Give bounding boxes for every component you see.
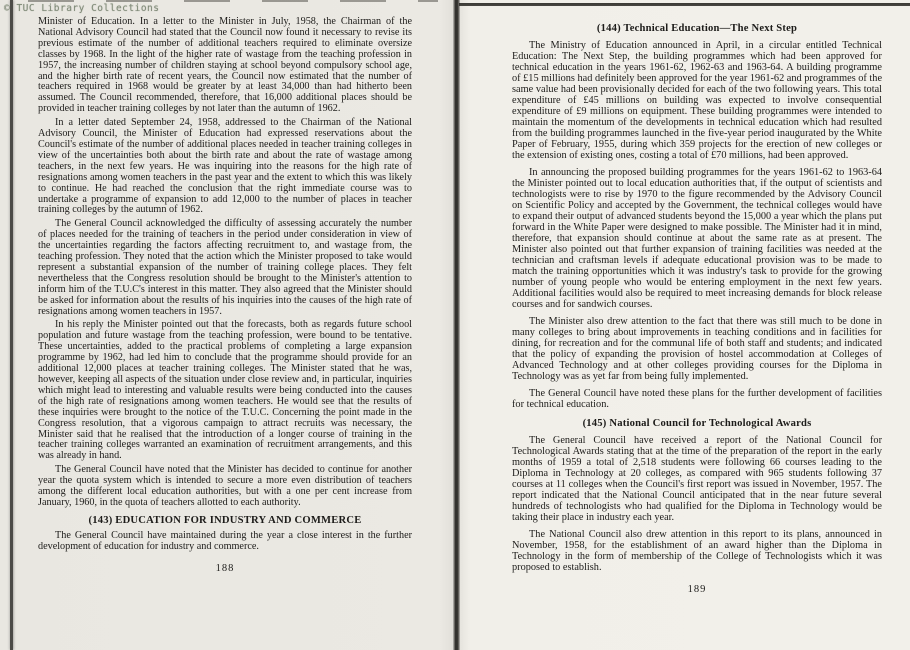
right-page-top-edge: [459, 3, 910, 6]
paragraph: The General Council have noted that the Minister has decided to continue for another year the quota system which is intended to secure a more even distribution of teachers among the different local education authorities, but with a one per cent increase from January, 1960, in the quota of teachers allotted to each authority.: [38, 464, 412, 508]
left-page-top-edge: [28, 0, 438, 2]
right-page: [512, 21, 882, 606]
paragraph: The General Council have noted these plans for the further development of facilities for technical education.: [512, 388, 882, 410]
left-page: [38, 17, 412, 585]
paragraph: In announcing the proposed building programmes for the years 1961-62 to 1963-64 the Minister pointed out to local education authorities that, if the output of scientists and technologists were to rise by 1970 to the figure recommended by the Advisory Council on Scientific Policy and accepted by the Government, the technical colleges would have to expand their output of advanced students beyond the 15,000 a year which the plans put forward in the White Paper were designed to make possible. The Minister had it in mind, therefore, that expansion should continue at about the same rate as at present. The Minister also pointed out that further expansion of training facilities was needed at the technician and craftsman levels if adequate educational provision was to be made to match the training opportunities which it was industry's task to provide for the growing number of young people who would be entering employment in the next few years. Additional facilities would also be required to meet increasing demands for block release courses and for sandwich courses.: [512, 167, 882, 310]
page-gutter: [453, 0, 460, 650]
paragraph: In a letter dated September 24, 1958, addressed to the Chairman of the National Advisory Council, the Minister of Education had expressed reservations about the Council's estimate of the number of additional places needed in teacher training colleges in view of the uncertainties both about the birth rate and about the rate of wastage among teachers, in the next few years. He was inquiring into the reasons for the high rate of resignations among women teachers in the past year and the extent to which this was likely to continue. He had reached the conclusion that the right immediate course was to undertake a programme of expansion to add 12,000 to the number of places in teacher training colleges by the autumn of 1962.: [38, 117, 412, 216]
paragraph: The Minister also drew attention to the fact that there was still much to be done in many colleges to bring about improvements in teaching conditions and in facilities for dining, for recreation and for the communal life of both staff and students; and indicated that the policy of expanding the provision of hostel accommodation at Colleges of Advanced Technology and at other colleges providing courses for the Diploma in Technology was as yet far from being fully implemented.: [512, 316, 882, 382]
paragraph: The General Council acknowledged the difficulty of assessing accurately the number of places needed for the training of teachers in the period under consideration in view of the uncertainties regarding the factors affecting recruitment to, and wastage from, the teaching profession. They noted that the action which the Minister proposed to take would represent a substantial expansion of the number of training college places. They felt nevertheless that the Congress resolution should be brought to the Minister's attention to inform him of the T.U.C's interest in this matter. They also agreed that the Minister should be asked for information about the results of his inquiries into the causes of the high rate of resignations among women teachers in 1957.: [38, 218, 412, 317]
paragraph: The National Council also drew attention in this report to its plans, announced in November, 1958, for the establishment of an award higher than the Diploma in Technology in the form of membership of the College of Technologists which it was proposed to establish.: [512, 529, 882, 573]
section-heading-144: (144) Technical Education—The Next Step: [596, 23, 798, 34]
section-heading-143: (143) EDUCATION FOR INDUSTRY AND COMMERCE: [88, 514, 362, 526]
paragraph: The General Council have received a report of the National Council for Technological Awards stating that at the time of the preparation of the report in the early months of 1959 a total of 2,518 students were following 66 courses leading to the Diploma in Technology at 20 colleges, as compared with 965 students following 37 courses at 11 colleges when the Council's first report was issued in November, 1957. The report indicated that the National Council anticipated that in the near future several hundreds of technologists who had qualified for the Diploma in Technology would be taking their place in industry each year.: [512, 435, 882, 523]
page-number-right: 189: [687, 584, 707, 595]
paragraph: The General Council have maintained during the year a close interest in the further development of education for industry and commerce.: [38, 529, 412, 552]
paragraph: The Ministry of Education announced in April, in a circular entitled Technical Education: The Next Step, the building programmes which had been approved for technical education in the years 1961-62, 1962-63 and 1963-64. A building programme of £15 millions had definitely been approved for the year 1961-62 and programmes of the same value had been provisionally decided for each of the two following years. This total expenditure of £45 millions on building was expected to involve consequential expenditure of £9 millions on equipment. These building programmes were intended to maintain the momentum of the developments in technical education which had resulted from the building programmes launched in the five-year period inaugurated by the White Paper of February, 1955, during which 359 projects for the erection of new colleges or the extension of existing ones, costing a total of £70 millions, had been approved.: [512, 40, 883, 161]
paragraph: In his reply the Minister pointed out that the forecasts, both as regards future school population and future wastage from the teaching profession, were bound to be tentative. These uncertainties, added to the practical problems of completing a large expansion programme by 1962, had led him to conclude that the programme should provide for an additional 12,000 places at teacher training colleges. The Minister stated that he was, however, keeping all aspects of the situation under close review and, in particular, inquiries which might lead to interesting and valuable results were being conducted into the causes of the high rate of resignations among women teachers. He would see that the results of these inquiries were brought to the notice of the T.U.C. Concerning the point made in the Congress resolution, that a vigorous campaign to attract recruits was necessary, the Minister said that he realised that the introduction of a longer course of training in the teacher training colleges warranted an examination of recruitment arrangements, and this was already in hand.: [38, 319, 412, 462]
left-page-spine-edge: [10, 0, 13, 650]
page-number-left: 188: [215, 562, 235, 574]
paragraph: Minister of Education. In a letter to the Minister in July, 1958, the Chairman of the National Advisory Council had stated that the Council now found it necessary to revise its previous estimate of the number of additional teachers required to eliminate oversize classes by 1968. In the light of the higher rate of wastage from the teaching profession in 1957, the increasing number of children staying at school beyond compulsory school age, and the higher birth rate of recent years, the Council now estimated that the number of teachers required in 1968 would be greater by at least 34,000 than had hitherto been assumed. The Council recommended, therefore, that 16,000 additional places should be provided in teacher training colleges by not later than the autumn of 1962.: [38, 16, 412, 115]
watermark: © TUC Library Collections: [4, 3, 160, 14]
section-heading-145: (145) National Council for Technological Awards: [582, 418, 812, 429]
